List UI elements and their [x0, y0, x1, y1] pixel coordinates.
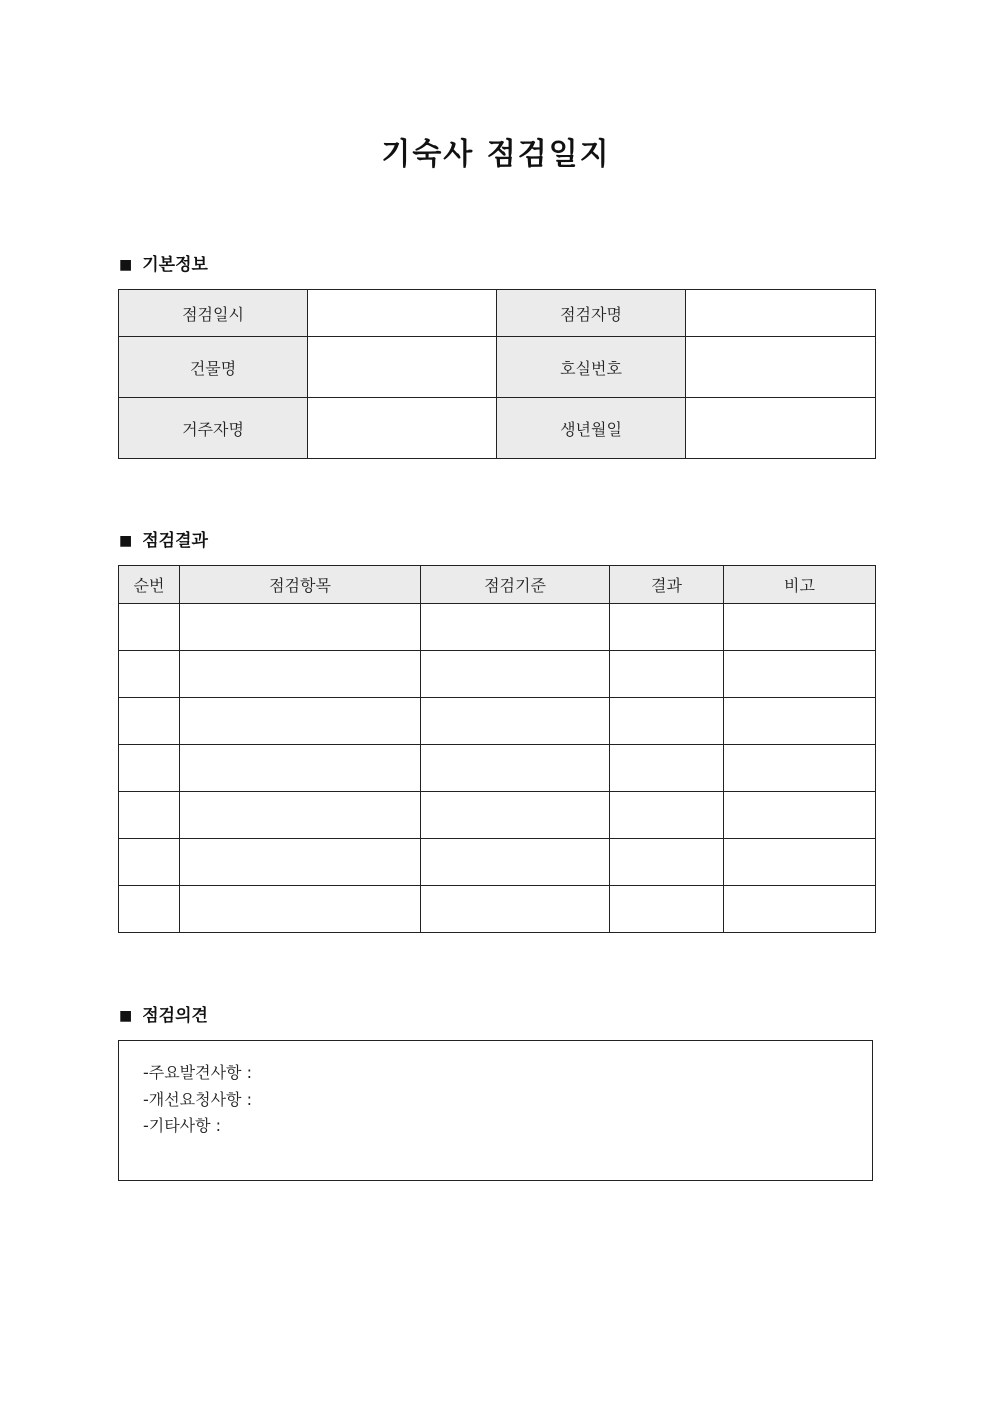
results-table — [118, 565, 876, 933]
inspection-criteria-cell[interactable] — [421, 745, 610, 792]
opinion-heading-text: 점검의견 — [142, 1006, 208, 1026]
room-number-label: 호실번호 — [497, 337, 686, 398]
basic-info-row — [119, 337, 876, 398]
basic-info-row — [119, 398, 876, 459]
document-title: 기숙사 점검일지 — [381, 137, 611, 172]
result-cell[interactable] — [610, 886, 724, 933]
basic-info-table — [118, 289, 876, 459]
remarks-cell[interactable] — [724, 604, 876, 651]
results-header-row — [119, 566, 876, 604]
remarks-cell[interactable] — [724, 745, 876, 792]
inspection-item-cell[interactable] — [180, 839, 421, 886]
inspection-item-cell[interactable] — [180, 698, 421, 745]
column-header-remarks: 비고 — [724, 566, 876, 604]
result-cell[interactable] — [610, 651, 724, 698]
inspection-criteria-cell[interactable] — [421, 651, 610, 698]
inspection-criteria-cell[interactable] — [421, 839, 610, 886]
table-row — [119, 651, 876, 698]
table-row — [119, 604, 876, 651]
inspection-item-cell[interactable] — [180, 604, 421, 651]
result-cell[interactable] — [610, 792, 724, 839]
opinion-textbox[interactable] — [118, 1040, 873, 1181]
square-bullet-icon: ■ — [119, 533, 133, 549]
sequence-cell[interactable] — [119, 792, 180, 839]
inspection-criteria-cell[interactable] — [421, 698, 610, 745]
sequence-cell[interactable] — [119, 745, 180, 792]
table-row — [119, 792, 876, 839]
inspection-item-cell[interactable] — [180, 651, 421, 698]
remarks-cell[interactable] — [724, 839, 876, 886]
room-number-field[interactable] — [686, 337, 876, 398]
sequence-cell[interactable] — [119, 839, 180, 886]
remarks-cell[interactable] — [724, 792, 876, 839]
remarks-cell[interactable] — [724, 886, 876, 933]
result-cell[interactable] — [610, 604, 724, 651]
sequence-cell[interactable] — [119, 698, 180, 745]
basic-info-heading — [119, 253, 208, 277]
birth-date-label: 생년월일 — [497, 398, 686, 459]
result-cell[interactable] — [610, 839, 724, 886]
inspector-name-label: 점검자명 — [497, 290, 686, 337]
inspection-datetime-field[interactable] — [308, 290, 497, 337]
inspection-item-cell[interactable] — [180, 886, 421, 933]
resident-name-field[interactable] — [308, 398, 497, 459]
improvement-requests-line: -개선요청사항 : — [143, 1089, 252, 1109]
remarks-cell[interactable] — [724, 651, 876, 698]
inspection-item-cell[interactable] — [180, 792, 421, 839]
inspector-name-field[interactable] — [686, 290, 876, 337]
remarks-cell[interactable] — [724, 698, 876, 745]
results-heading — [119, 529, 208, 553]
basic-info-heading-text: 기본정보 — [142, 255, 208, 275]
inspection-item-cell[interactable] — [180, 745, 421, 792]
inspection-criteria-cell[interactable] — [421, 886, 610, 933]
birth-date-field[interactable] — [686, 398, 876, 459]
building-name-field[interactable] — [308, 337, 497, 398]
inspection-criteria-cell[interactable] — [421, 604, 610, 651]
resident-name-label: 거주자명 — [119, 398, 308, 459]
sequence-cell[interactable] — [119, 604, 180, 651]
result-cell[interactable] — [610, 698, 724, 745]
other-notes-line: -기타사항 : — [143, 1116, 222, 1135]
table-row — [119, 886, 876, 933]
column-header-sequence: 순번 — [119, 566, 180, 604]
column-header-inspection-criteria: 점검기준 — [421, 566, 610, 604]
result-cell[interactable] — [610, 745, 724, 792]
table-row — [119, 745, 876, 792]
major-findings-line: -주요발견사항 : — [143, 1063, 252, 1082]
building-name-label: 건물명 — [119, 337, 308, 398]
column-header-result: 결과 — [610, 566, 724, 604]
sequence-cell[interactable] — [119, 651, 180, 698]
basic-info-row — [119, 290, 876, 337]
square-bullet-icon: ■ — [119, 257, 133, 273]
results-heading-text: 점검결과 — [142, 531, 208, 551]
square-bullet-icon: ■ — [119, 1008, 133, 1024]
sequence-cell[interactable] — [119, 886, 180, 933]
column-header-inspection-item: 점검항목 — [180, 566, 421, 604]
inspection-criteria-cell[interactable] — [421, 792, 610, 839]
opinion-heading — [119, 1004, 208, 1028]
table-row — [119, 698, 876, 745]
table-row — [119, 839, 876, 886]
inspection-datetime-label: 점검일시 — [119, 290, 308, 337]
